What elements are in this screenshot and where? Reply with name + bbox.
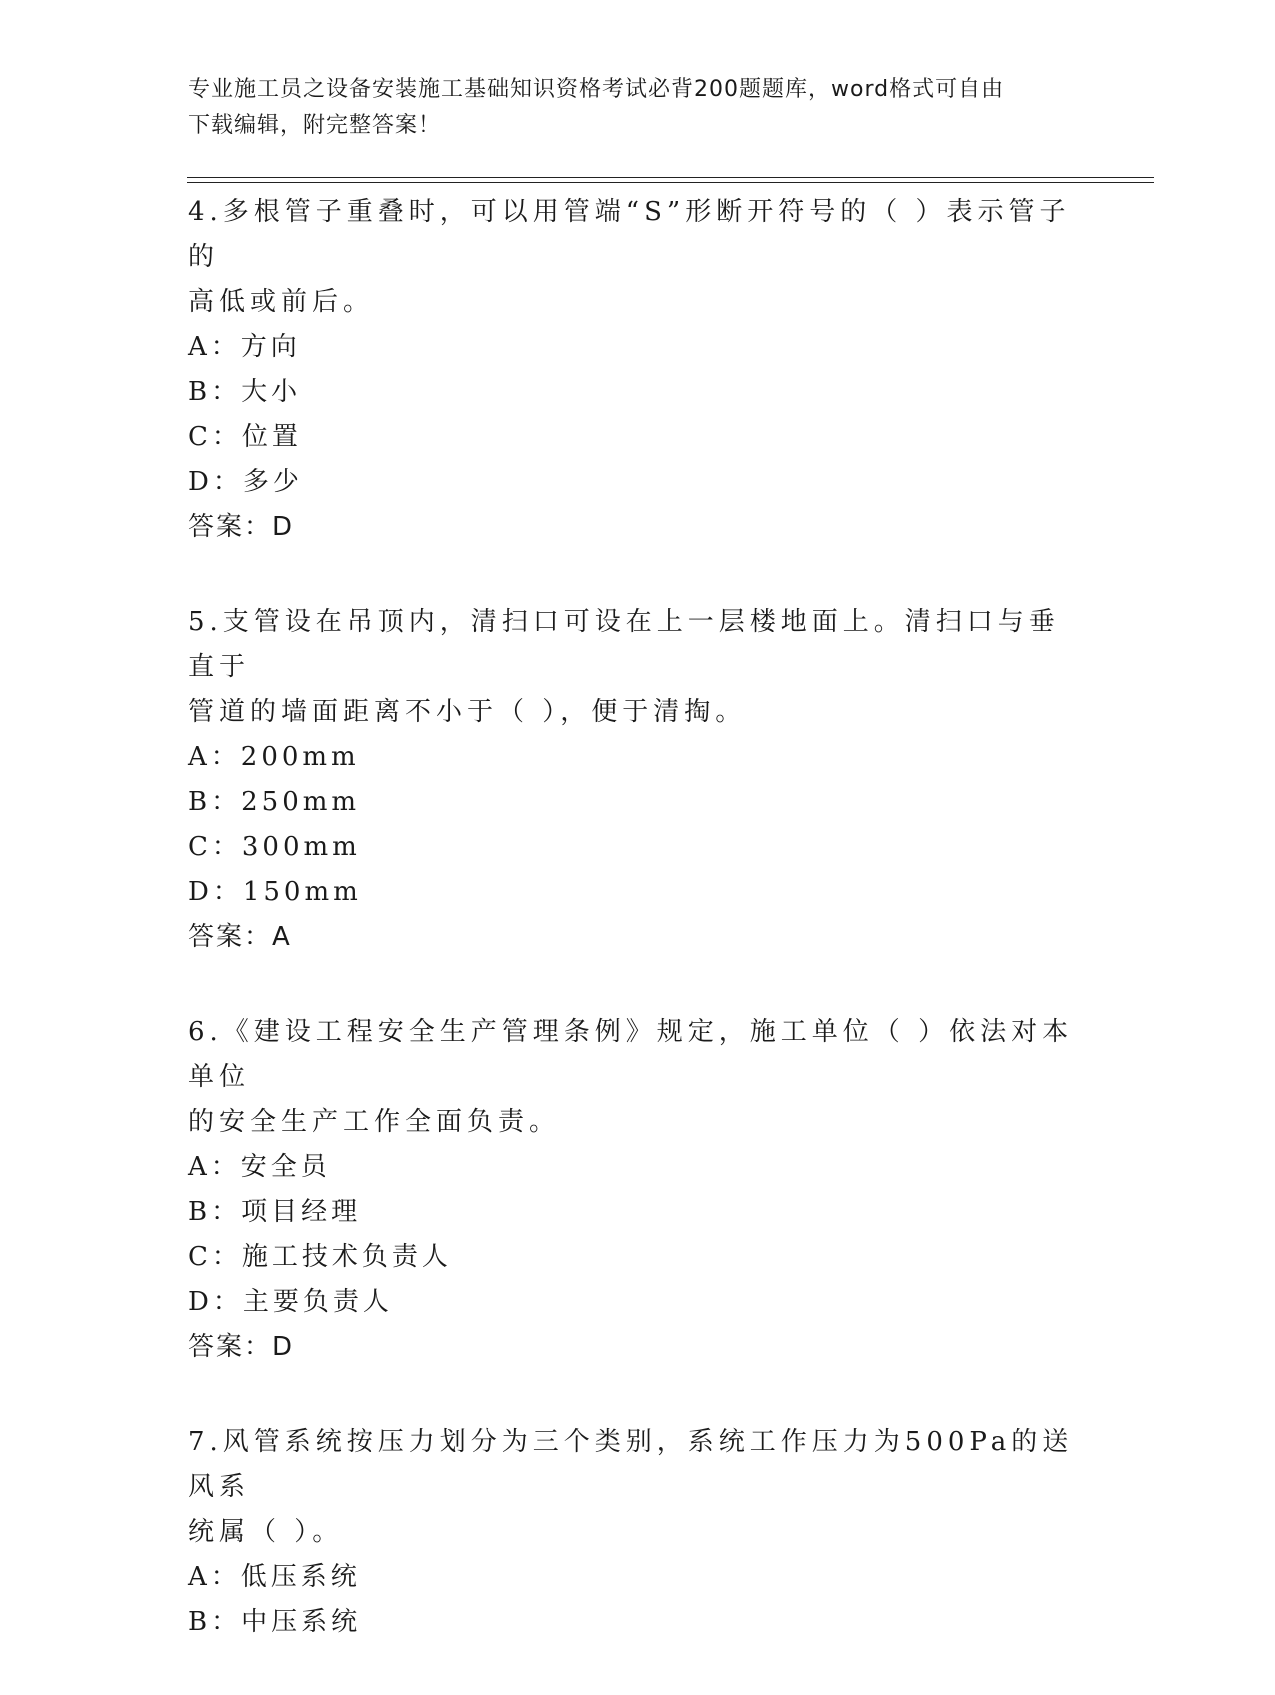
question-6 — [188, 1010, 1088, 1370]
question-4 — [188, 190, 1088, 550]
option-a: A：安全员 — [188, 1152, 331, 1182]
option-b: B：250mm — [188, 787, 361, 817]
option-a: A：低压系统 — [188, 1562, 361, 1592]
option-a: A：方向 — [188, 332, 301, 362]
option-c: C：300mm — [188, 832, 361, 862]
header-title-line-1: 专业施工员之设备安装施工基础知识资格考试必背200题题库，word格式可自由 — [188, 77, 1005, 102]
answer-line: 答案：D — [188, 1332, 295, 1362]
option-b: B：大小 — [188, 377, 302, 407]
question-5 — [188, 600, 1088, 960]
option-c: C：施工技术负责人 — [188, 1242, 452, 1272]
option-b: B：项目经理 — [188, 1197, 362, 1227]
question-stem-line-2: 统属（ ）。 — [188, 1517, 344, 1547]
option-d: D：150mm — [188, 877, 362, 907]
option-d: D：多少 — [188, 467, 303, 497]
header-divider-bottom — [187, 182, 1154, 183]
question-stem-line-1: 5.支管设在吊顶内，清扫口可设在上一层楼地面上。清扫口与垂直于 — [188, 607, 1060, 682]
question-stem-line-1: 4.多根管子重叠时，可以用管端“S”形断开符号的（ ）表示管子的 — [188, 197, 1071, 272]
document-header — [188, 72, 1088, 144]
answer-line: 答案：A — [188, 922, 292, 952]
option-b: B：中压系统 — [188, 1607, 362, 1637]
header-title-line-2: 下载编辑，附完整答案！ — [188, 113, 442, 138]
option-d: D：主要负责人 — [188, 1287, 393, 1317]
question-list — [188, 190, 1088, 1695]
question-stem-line-1: 7.风管系统按压力划分为三个类别，系统工作压力为500Pa的送风系 — [188, 1427, 1074, 1502]
question-stem-line-1: 6.《建设工程安全生产管理条例》规定，施工单位（ ）依法对本单位 — [188, 1017, 1074, 1092]
question-7 — [188, 1420, 1088, 1645]
option-c: C：位置 — [188, 422, 302, 452]
header-divider-top — [187, 177, 1154, 178]
question-stem-line-2: 的安全生产工作全面负责。 — [188, 1107, 561, 1137]
option-a: A：200mm — [188, 742, 360, 772]
question-stem-line-2: 管道的墙面距离不小于（ ），便于清掏。 — [188, 697, 747, 727]
answer-line: 答案：D — [188, 512, 295, 542]
question-stem-line-2: 高低或前后。 — [188, 287, 375, 317]
